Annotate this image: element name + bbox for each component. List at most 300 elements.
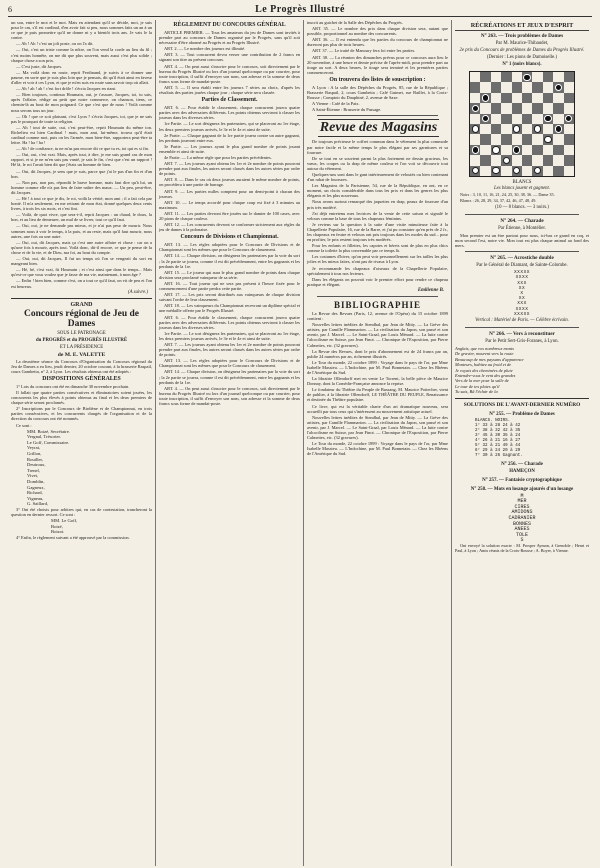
story-paragraph: — Oui, oui, dit Jacques, Il fut un temps où l'on se vengeait du sort en mangeant bien. — [11, 256, 152, 267]
board-dark-square — [480, 134, 490, 144]
story-paragraph: — C'est juste, dit Jacques. — [16, 63, 63, 69]
diamond-row: MER — [517, 498, 527, 505]
board-dark-square — [491, 124, 501, 134]
board-dark-square — [512, 103, 522, 113]
story-paragraph: — Hé ! à tout ce que je dis, le roi, voilà la vérité, mon ami ; il a fait cela par bonté. Il m'a seulement, en me retirant de mon état, donné quelques deux cents livres, à trois les six mois, et c'est fini. — [11, 196, 152, 212]
board-light-square — [522, 82, 532, 92]
board-light-square — [553, 134, 563, 144]
divider — [465, 214, 579, 215]
board-light-square — [532, 134, 542, 144]
list-item: Rouiller, — [27, 456, 44, 462]
verse-line: Beaucoup de mes paysans d'apparence — [455, 356, 524, 362]
article-paragraph: ART. 15. — Le joueur qui aura le plus grand nombre de points dans chaque division sera proclamé vainqueur de sa série. — [159, 269, 300, 280]
board-dark-square — [522, 72, 532, 82]
list-item: Le Goff, Commissaire. — [27, 439, 70, 445]
board-dark-square — [512, 82, 522, 92]
masthead — [8, 4, 592, 17]
column-4 — [452, 20, 592, 866]
board-dark-square — [553, 82, 563, 92]
article-paragraph: Nous avons surtout remarqué des jaquettes en drap, peaux de fourrure d'un prix très modéré. — [307, 199, 448, 210]
board-dark-square — [501, 134, 511, 144]
board-light-square — [480, 166, 490, 176]
white-piece — [534, 125, 541, 132]
article-paragraph: Les costumes d'hiver, qu'on peut voir personnellement sur les tailles les plus jolies et les mieux faites, n'ont pas de rivaux à Lyon. — [307, 254, 448, 265]
revue-title: Revue des Magasins — [319, 120, 438, 136]
board-light-square — [522, 145, 532, 155]
article-paragraph: Dans les élégants on pouvait voir le premier effort pour rendre ce chapeau pratique et élégant. — [307, 276, 448, 287]
article-paragraph: De toujours précieuse le coffret commun dans le vêtement la plus commode par notre facile et la même temps le plus élégant par ses garnitures et sa fourrure. — [307, 139, 448, 155]
story-paragraph: — Ah ! Ah ! c'est un joli poste, ou on l'a dit. — [16, 41, 94, 47]
article-paragraph: ART. 8. — Dans le cas où deux joueurs auraient le même nombre de points, on procédera à une partie de barrage. — [159, 177, 300, 188]
story-paragraph: — Ah ! tout de suite, oui, c'est peut-être, reprit Houmain du même ton. Richelieu est bien Cardinal ! mais, mon ami, lui-même, trouva qu'il était cardinal comme moi, puis on les l'armée, mon bien-être, rapportera peut-être ta lettre. Ha ! ha ! ha ! — [11, 124, 152, 146]
board-light-square — [470, 134, 480, 144]
white-piece — [513, 125, 520, 132]
board-light-square — [564, 145, 574, 155]
banner-subtitle: de M. E. VALETTE — [57, 351, 106, 358]
story-paragraph: — Hé, hé, c'est vrai, fit Houmain ; et c'est ainsi que dans le temps... Mais qu'est-ce que vous voulez que je fasse de ma vie, maintenant, à mon âge ? — [11, 267, 152, 278]
black-piece — [472, 105, 479, 112]
puzzle-text: Mon premier est un être partout pour nous, ici-bas ce grand en coq, et mon second l'est, notre vie. Mon tout est plus chaque animal au fond des mers. — [455, 232, 589, 248]
list-item: Vivet, — [27, 473, 39, 479]
board-dark-square — [491, 145, 501, 155]
columns — [8, 20, 592, 866]
board-light-square — [564, 166, 574, 176]
list-item: Gagneux, — [27, 484, 45, 490]
word-diamond — [455, 494, 589, 544]
article-paragraph: Quelques-uns sont dans le gant intérieurement de veloutés ou bien contenant d'un rabat de fourrures. — [307, 171, 448, 183]
puzzle-author: Par Étienne, à Montélier. — [498, 225, 546, 231]
article-paragraph: ART. 2. — Le nombre des joueurs est illimité. — [164, 46, 246, 52]
board-dark-square — [501, 93, 511, 103]
verse-line: Le tour de tes pluies qu'il — [455, 383, 500, 389]
contest-intro: La deuxième séance du Concours d'Organisation du Concours régional du Jeu de Dames a eu lieu, jeudi dernier, 20 octobre courant, à la brasserie Raspail, cours Gambetta, n° 2, à Lyon. Les résultats obtenus ont été adoptés : — [11, 358, 152, 374]
board-dark-square — [480, 93, 490, 103]
diamond-row: M — [520, 492, 524, 499]
board-light-square — [512, 114, 522, 124]
article-paragraph: De se tout en se souvient parmi la plus fortement ne dessin gracieux, les vœux, les coupes ou la drap de même couleur et l'on voit se découvrir tout autour du vêtement. — [307, 155, 448, 171]
article-paragraph: ART. 7. — Les joueurs ayant obtenu les 1er et 2e nombre de points pourront prendre part aux finales, les autres seront classés dans les autres séries par ordre de points. — [159, 161, 300, 177]
board-dark-square — [543, 155, 553, 165]
puzzle-title: N° 264. — Charade — [500, 217, 544, 224]
acrostic-row: XXX — [517, 280, 527, 286]
column-3 — [304, 20, 452, 866]
to-be-continued: (A suivre.) — [128, 289, 148, 295]
revue-banner — [307, 119, 448, 137]
story-paragraph: — Oui, oui, dit Jacques, mais ça c'est une autre affaire et chose : car on a qu'une fois à mourir, après tout. Voilà donc, dit-il encore, ce que je pense de la chose et de la vie, et de Dieu, ma foi, au bout du compte. — [11, 239, 152, 255]
board-light-square — [564, 82, 574, 92]
board-dark-square — [470, 145, 480, 155]
board-dark-square — [522, 93, 532, 103]
board-dark-square — [543, 72, 553, 82]
acrostic-grid — [455, 270, 589, 317]
article-paragraph: 2e Partie. — Chaque gagnant de la 1re partie jouera contre un autre gagnant, les perdants joueront entre eux. — [159, 132, 300, 143]
article-paragraph: Ce livre, qui est la véritable charte d'un art dramatique nouveau, sera accueilli par tous ceux qui s'intéressent au mouvement artistique actuel. — [307, 403, 448, 414]
diamond-row: CIRES — [514, 503, 530, 510]
article-paragraph: ART. 36. — Il est entendu que les parties du concours de championnat ne dureront pas plus de trois heures. — [307, 37, 448, 48]
board-dark-square — [553, 145, 563, 155]
verse-line: Je voyais des cheminées de pluie — [455, 367, 513, 373]
article-paragraph: ART. 38. — La réunion des dimanches prévus pour ce concours aura lieu le 20 novembre, à une heure et demie précise de l'après-midi, pour prendre part au tirage au sort. A deux heures, le tirage sera terminé et les premières parties commenceront. — [307, 54, 448, 75]
white-piece — [472, 167, 479, 174]
board-light-square — [480, 82, 490, 92]
acrostic-row: XX — [518, 296, 526, 302]
divider — [11, 298, 152, 299]
puzzle-note: (Dernier : Les pions de Damoiselle.) — [486, 55, 558, 60]
board-light-square — [543, 82, 553, 92]
diamond-row: BONNES — [512, 520, 531, 527]
board-light-square — [522, 124, 532, 134]
diamond-row: CADRANIER — [508, 514, 536, 521]
section-heading: Parties de Classement. — [201, 97, 258, 104]
board-dark-square — [501, 155, 511, 165]
story-paragraph: un sou, entre le mot et le mot. Mais en attendant qu'il se décide, moi, je suis pour le cas, s'il est cardinal, d'en avoir fait si peu, nous sommes faits un an à un ce que je puis promettre qu'il ne donne ni y a bientôt trois ans. Je vais le la contre. — [11, 20, 152, 41]
story-paragraph: — Oui, dit Jacques, je sens que je suis, parce que j'ai le pas d'un fin et d'un bon. — [11, 168, 152, 179]
list-item: Domblin, — [27, 478, 45, 484]
board-dark-square — [470, 124, 480, 134]
board-light-square — [501, 124, 511, 134]
column-2 — [156, 20, 304, 866]
article-paragraph: ART. 12. — Les concurrents devront se conformer strictement aux règles du jeu de dames à la polonaise. — [159, 222, 300, 233]
board-light-square — [543, 166, 553, 176]
puzzle-subtitle: 2e prix du Concours de problèmes de Dames du Progrès Illustré. — [459, 48, 585, 53]
board-light-square — [470, 155, 480, 165]
board-dark-square — [480, 155, 490, 165]
move-line: 1° 33 à 28 24 à 42 — [475, 423, 521, 428]
black-piece — [544, 115, 551, 122]
move-line: 7° 30 à 26 Gagnant. — [475, 453, 523, 458]
board-dark-square — [553, 124, 563, 134]
board-light-square — [491, 93, 501, 103]
article-paragraph: inscrit au guichet de la Salle des Dépêches du Progrès. — [307, 20, 403, 25]
board-dark-square — [480, 114, 490, 124]
solvers-note: Ont envoyé la solution exacte : M. Prosper Aymon, à Grenoble ; Henri et Paul, à Lyon ; Amis réunis de la Croix-Rousse ; A. Boyer, à Vienne. — [455, 542, 589, 553]
article-paragraph: ART. 6. — Pour établir le classement, chaque concurrent jouera quatre parties avec des adversaires différents. Les points obtenus serviront à classer les joueurs dans les diverses séries. — [159, 105, 300, 121]
list-item: Vigneau, — [27, 495, 44, 501]
article-paragraph: 3e Partie. — Les joueurs ayant le plus grand nombre de points jouant ensemble et ainsi de suite. — [159, 143, 300, 154]
move-line: 3° 45 à 30 35 à 24 — [475, 433, 521, 438]
board-light-square — [522, 103, 532, 113]
board-light-square — [501, 166, 511, 176]
board-light-square — [480, 124, 490, 134]
section-heading: Concours de Divisions et Championnat. — [180, 234, 279, 241]
article-paragraph: ART. 16. — Tout joueur qui ne sera pas présent à l'heure fixée pour le commencement d'une partie perdra cette partie. — [159, 280, 300, 292]
board-dark-square — [501, 114, 511, 124]
article-paragraph: ART. 18. — Les vainqueurs du Championnat recevront un diplôme spécial et une médaille offerte par le Progrès Illustré. — [159, 303, 300, 314]
article-paragraph: Nouvelles lettres inédites de Stendhal, par Jean de Mitty. — La Grève des artistes, par Camille Flammarion. — La civilisation du Japon, son passé et son avenir, par J. Marcel. — Le Saint-Graal, par Louis Ménard. — La lutte contre l'alcoolisme en Suisse, par Jean Finot. — Chronique de l'Exposition, par Pierre Calmettes, etc. (32 gravures). — [307, 322, 448, 348]
divider — [455, 398, 589, 399]
board-dark-square — [522, 114, 532, 124]
article-paragraph: Le Tour du monde, 22 octobre 1899 : Voyage dans le pays de l'or, par Mme Isabelle Massieu. — L'Indochine, par M. Paul Bonnetain. — Chez les Rhéens de l'Amérique du Sud. — [307, 359, 448, 375]
black-piece — [565, 115, 572, 122]
list-item: Trenel, — [27, 467, 40, 473]
acrostic-row: XXXX — [515, 275, 529, 281]
verse-line: De gravier, mourent vers la route — [455, 351, 514, 357]
board-caption: Les blancs jouent et gagnent. — [493, 186, 551, 191]
rule-paragraph: 2° Inscriptions par le Concours de Birdiène et de Championnat, en trois parties consécutives, et les concurrents chargés de l'organisation et de la direction du concours ont été nommés. — [11, 406, 152, 422]
section-heading: SOLUTIONS DE L'AVANT-DERNIER NUMÉRO — [463, 401, 581, 408]
article-paragraph: La Revue des Revues, dont le prix d'abonnement est de 24 francs par an, publie 24 numéros par an, richement illustrés. — [307, 348, 448, 359]
board-dark-square — [522, 134, 532, 144]
white-piece — [472, 125, 479, 132]
acrostic-row: XXX — [517, 301, 527, 307]
article-paragraph: 4e Partie. — La même règle que pour les parties précédentes. — [164, 154, 272, 160]
article-paragraph: A Vienne : Café de la Paix. — [312, 101, 360, 107]
rule-paragraph: Il fallait que quatre parties consécutives et éliminatoires soient jouées, les concurrents les plus élevés à points obtenus au final et les deux premiers de chaque série seront proclamés. — [11, 389, 152, 406]
board-dark-square — [491, 82, 501, 92]
puzzle-title: N° 255. — Problème de Dames — [489, 411, 555, 417]
solution-answer: HAMEÇON — [509, 468, 535, 474]
section-heading: On trouvera des listes de souscription : — [329, 76, 426, 83]
board-light-square — [501, 103, 511, 113]
story-paragraph: — Oh ! que ce soit plaisant, c'est Lyon ? s'écria Jacques, toi, que je ne sais pas le pourquoi de toute ta religion. — [11, 113, 152, 124]
story-paragraph: — Oui, c'est un triste comme la nôtre, on l'on vend la corde au lieu du fil ; c'est moins honnête, on me dit que plus souvent, mais aussi c'est plus solide ; chaque chose a son prix. — [11, 47, 152, 63]
diamond-row: S — [520, 537, 524, 544]
article-paragraph: ART. 4. — On peut aussi s'inscrire pour le concours, soit directement par le bureau du Progrès Illustré ou lors d'un journal quelconque ou par courrier, pour toute inscription, il suffit d'envoyer son nom, son adresse et la somme de deux francs sous forme de mandat-poste. — [159, 63, 300, 84]
verse-line: Vers de la mer pour la salle de — [455, 378, 509, 384]
board-dark-square — [491, 103, 501, 113]
acrostic-row: XXXX — [515, 306, 529, 312]
story-paragraph: — Bien toujours, continua Houmain, oui, je t'assure, Jacques, toi, tu sais, après l'affaire, rédige au petit que notre commerce, on chanson, tiens, ce chemin-là au bout de mon poignard. Ce que c'est que de nous ! Voilà comme nous serons tous un jour. — [11, 92, 152, 113]
list-item: MM. Le Goff, — [51, 518, 78, 524]
board-light-square — [553, 93, 563, 103]
board-light-square — [512, 134, 522, 144]
rule-paragraph: Ce sont : — [16, 422, 32, 428]
board-dark-square — [543, 114, 553, 124]
article-paragraph: J'ai déjà entretenu mes lectrices de la vente de cette saison et signalé le velours comme la base de tous les chapeaux féminins. — [307, 210, 448, 221]
rule-paragraph: 1° Lots du concours ont été en dimanche 30 novembre prochain. — [16, 383, 130, 389]
board-light-square — [532, 155, 542, 165]
board-light-square — [470, 72, 480, 82]
white-piece — [503, 157, 510, 164]
board-dark-square — [532, 166, 542, 176]
board-dark-square — [512, 124, 522, 134]
white-piece — [492, 167, 499, 174]
list-item: Vergnal, Trésorier. — [27, 434, 61, 440]
board-dark-square — [491, 166, 501, 176]
article-paragraph: Je recommande les chapeaux d'oiseaux de la Chapellerie Populaire, spécialement à tous nos lecteurs. — [307, 265, 448, 276]
board-light-square — [480, 103, 490, 113]
move-line: 2° 38 à 32 42 à 35 — [475, 428, 521, 433]
black-piece — [513, 146, 520, 153]
story-paragraph: — Oui, oui, c'est vrai. Mais, après tout, à dire, je me suis grand cas de mon rapport, et si je ne m'en suis pas vanté, je sais le fin, c'est que c'est un rapport ! Hé là, le roi l'avait bien dit que j'étais un homme de bien. — [11, 152, 152, 168]
section-heading: BIBLIOGRAPHIE — [333, 299, 422, 310]
page-number: 6 — [8, 5, 12, 14]
board-dark-square — [532, 82, 542, 92]
divider — [317, 296, 438, 297]
banner-small: GRAND — [70, 301, 93, 308]
banner-subtitle: SOUS LE PATRONAGE — [57, 330, 106, 336]
list-item: Veyrat, — [27, 445, 41, 451]
board-light-square — [512, 155, 522, 165]
story-paragraph: — Ma voilà donc en route, reprit Ferdinand, je suivis à ce donner une paume, en sorte que je suis plus loin que je pensais, dit qu'il était ainsi en faveur d'aller et voir à ces Lyon, et que je m'en suis en route sans savoir trop où allait. — [11, 69, 152, 86]
black-piece — [472, 146, 479, 153]
article-paragraph: ART. 35. — Le nombre des prix dans chaque division sera, autant que possible, proportionnel au nombre des concurrents. — [307, 26, 448, 37]
board-light-square — [512, 93, 522, 103]
article-paragraph: 1re Partie. — Le sort désignera les partenaires, qui se placeront au 1er étage, les deux premiers joueurs arrivés, le 3e et le 4e et ainsi de suite. — [159, 121, 300, 132]
list-item: Boizot. — [51, 529, 65, 535]
story-paragraph: — Non pas, non pas, répondit le brave homme, mais faut dire qu'à lui, un homme comme elle n'a pas lieu de faire naître des maux. — Un peu, peut-être, dit Jacques. — [11, 179, 152, 195]
board-dark-square — [470, 103, 480, 113]
board-light-square — [553, 72, 563, 82]
board-dark-square — [564, 72, 574, 82]
list-item: Richard, — [27, 490, 43, 496]
board-light-square — [470, 114, 480, 124]
article-paragraph: ART. 13. — Les règles adoptées pour le Concours de Divisions et de Championnat sont les mêmes que pour le Concours de classement. — [159, 358, 300, 369]
article-paragraph: ART. 3. — Tout concurrent devra verser une contribution de 2 francs en signant son titre au présent concours. — [159, 52, 300, 63]
author-signature: Emilienne B. — [417, 287, 444, 293]
puzzle-title: N° 266. — Vers à reconstituer — [489, 330, 555, 337]
article-paragraph: Le Tour du monde, 22 octobre 1899 : Voyage dans le pays de l'or, par Mme Isabelle Massieu. — L'Indochine, par M. Paul Bonnetain. — Chez les Rhéens de l'Amérique du Sud. — [307, 441, 448, 457]
article-paragraph: ART. 5. — Il sera établi entre les joueurs 7 séries au choix, d'après les résultats des parties jouées chaque jour ; chaque série sera classée. — [159, 84, 300, 96]
board-dark-square — [532, 145, 542, 155]
board-dark-square — [522, 155, 532, 165]
board-dark-square — [480, 72, 490, 82]
board-light-square — [564, 103, 574, 113]
move-line: 5° 32 à 21 49 à 44 — [475, 443, 521, 448]
commissioner-list — [27, 429, 152, 507]
acrostic-row: X — [520, 290, 524, 296]
list-item: MM. Boizé, Secrétaire. — [27, 428, 70, 434]
article-paragraph: Le fondateur du Théâtre du Peuple de Bussang, M. Maurice Pottecher, vient de publier, à la librairie Ollendorff, LE THÉÂTRE DU PEUPLE, Renaissance et destinée du Théâtre populaire. — [307, 387, 448, 403]
board-dark-square — [564, 134, 574, 144]
divider — [317, 115, 438, 116]
board-light-square — [491, 134, 501, 144]
list-item: Deutroux, — [27, 462, 46, 468]
article-paragraph: Les Magasins de la Parisienne, 54, rue de la République, en ont, en ce moment, un choix considérable dans tous les prix et dans les genres les plus élégants et les plus nouveaux. — [307, 183, 448, 199]
board-dark-square — [512, 145, 522, 155]
board-dark-square — [543, 134, 553, 144]
black-piece — [555, 125, 562, 132]
checkers-board — [469, 71, 575, 177]
article-paragraph: A Saint-Étienne : Brasserie du Passage. — [312, 107, 382, 113]
board-dark-square — [543, 93, 553, 103]
board-light-square — [491, 114, 501, 124]
board-label: BLANCS — [512, 180, 532, 185]
board-light-square — [491, 72, 501, 82]
board-dark-square — [553, 103, 563, 113]
story-paragraph: — Ah ! ah ! ah ! c'est fort drôle ! s'écria Jacques en riant. — [16, 86, 116, 92]
move-line: BLANCS. NOIRS. — [475, 418, 511, 423]
rule-paragraph: 4° Enfin, le règlement suivant a été approuvé par la commission. — [16, 534, 130, 540]
article-paragraph: ARTICLE PREMIER. — Tous les amateurs du jeu de Dames sont invités à prendre part au concours de Dames organisé par le Progrès, sans qu'il soit nécessaire d'être abonné au Progrès et au Progrès Illustré. — [159, 30, 300, 46]
puzzle-title: N° 265. — Acrostiche double — [490, 255, 554, 262]
board-light-square — [543, 103, 553, 113]
story-paragraph: — Ah ! de confiance, tu ne m'as pas encore dit ce que tu es, toi qui es si fin. — [16, 146, 149, 152]
board-dark-square — [564, 114, 574, 124]
solution-moves — [475, 419, 589, 459]
puzzle-title: N° 258. — Mots en losange ajourés d'un losange — [470, 486, 574, 492]
board-light-square — [553, 155, 563, 165]
verse-line: Monteurs, habitez au froid et de — [455, 362, 512, 368]
board-light-square — [501, 145, 511, 155]
article-paragraph: ART. 14. — Chaque division, on désignera les partenaires par la voie du sort ; la 2e partie se jouera, comme il est dit précédemment, entre les gagnants et les perdants de la 1re. — [159, 253, 300, 269]
puzzle-author: Par le Petit Sert-Gris-Foranes, à Lyon. — [485, 338, 559, 344]
puzzle-title: N° 263. — Trois problèmes de Dames — [480, 33, 564, 39]
black-piece — [482, 115, 489, 122]
article-paragraph: ART. 4. — On peut aussi s'inscrire pour le concours, soit directement par le bureau du Progrès Illustré ou lors d'un journal quelconque ou par courrier, pour toute inscription, il suffit d'envoyer son nom, son adresse et la somme de deux francs sous forme de mandat-poste. — [159, 385, 300, 406]
black-piece — [555, 84, 562, 91]
board-light-square — [480, 145, 490, 155]
board-dark-square — [564, 155, 574, 165]
section-heading: DISPOSITIONS GÉNÉRALES — [42, 375, 121, 382]
board-dark-square — [553, 166, 563, 176]
list-item: Grillon, — [27, 451, 42, 456]
banner-subtitle: ET LA PRÉSIDENCE — [59, 344, 104, 350]
verse-line: Tu sais, Bâ l'éclair de la — [455, 389, 498, 395]
acrostic-row: XX — [518, 285, 526, 291]
move-line: 4° 26 à 21 16 à 27 — [475, 438, 521, 443]
article-paragraph: ART. 11. — Les parties devront être jouées sur le damier de 100 cases, avec 20 pions de chaque couleur. — [159, 210, 300, 221]
board-position: Noirs : 3, 10, 11, 16, 21, 24, 25, 30, 38, 36. — Dame 35. — [460, 192, 555, 197]
board-light-square — [501, 82, 511, 92]
white-piece — [534, 167, 541, 174]
board-light-square — [532, 114, 542, 124]
article-paragraph: A Lyon : A la salle des Dépêches du Progrès, 85, rue de la République ; Brasserie Raspail, 2, cours Gambetta ; Café Guimet, rue Baillet, à la Croix-Rousse ; Comptoir du Dauphiné, 2, avenue de Saxe. — [307, 84, 448, 101]
article-paragraph: La Revue des Revues (Paris, 12, avenue de l'Opéra) du 15 octobre 1899 contient : — [307, 310, 448, 322]
story-paragraph: — Oui, oui, je ne demande pas mieux, et je n'ai pas peur de mourir. Nous sommes nous à voir le temps, à la paix, et au reste, mais qu'il faut mourir, nous autres, une fois ou une autre. — [11, 223, 152, 239]
verse-line: Entendre-vous le vent des grandes — [455, 372, 516, 378]
diamond-row: AMIDONS — [511, 509, 533, 516]
board-light-square — [532, 93, 542, 103]
board-light-square — [470, 93, 480, 103]
black-piece — [523, 74, 530, 81]
section-heading: RÉCRÉATIONS ET JEUX D'ESPRIT — [455, 22, 589, 31]
rule-paragraph: 3° Ont été choisis pour arbitres qui, en cas de contestation, trancheront la question en dernier ressort. Ce sont : — [11, 506, 152, 518]
article-paragraph: ART. 9. — Les parties nulles comptent pour un demi-point à chacun des joueurs. — [159, 188, 300, 199]
board-position-count: (10 — 8 blancs. — 3 noirs.) — [495, 204, 549, 210]
board-dark-square — [564, 93, 574, 103]
board-light-square — [564, 124, 574, 134]
puzzle-label: N° 1 (noirs blancs). — [502, 62, 542, 67]
section-heading: RÈGLEMENT DU CONCOURS GÉNÉRAL — [173, 22, 286, 28]
verse-line: Anglais, que vos nombreux monts — [455, 345, 514, 351]
verse-lines — [455, 346, 589, 395]
white-piece — [544, 136, 551, 143]
article-paragraph: ART. 37. — Le traité de Manoury fera foi entre les parties. — [312, 48, 416, 54]
puzzle-author: Par le Général de Diamant, de Sainte-Colombe. — [476, 263, 568, 269]
contest-banner-title: Concours régional de Jeu de Dames — [23, 308, 140, 330]
board-light-square — [553, 114, 563, 124]
article-paragraph: ART. 14. — Chaque division, on désignera les partenaires par la voie du sort ; la 2e partie se jouera, comme il est dit précédemment, entre les gagnants et les perdants de la 1re. — [159, 369, 300, 385]
board-dark-square — [532, 103, 542, 113]
list-item: G. Saillard, — [27, 501, 49, 507]
arbiter-list — [51, 518, 152, 535]
white-piece — [513, 167, 520, 174]
story-paragraph: — Voilà, de quoi vivre, que sera-t-il, reprit Jacques : un chaud, le doux, la bon, et au lieu de demeurer, un mal de se livrer, tout ce qu'il faut. — [11, 212, 152, 223]
article-paragraph: ART. 10. — Le temps accordé pour chaque coup est fixé à 3 minutes au maximum. — [159, 199, 300, 210]
diamond-row: ANEES — [514, 526, 530, 533]
board-position: Blancs : 26, 28, 29, 34, 37, 42, 46, 47, 48, 49. — [460, 197, 537, 203]
column-1 — [8, 20, 156, 866]
acrostic-row: XXXXX — [513, 270, 530, 276]
article-paragraph: ART. 17. — Les prix seront distribués aux vainqueurs de chaque division suivant l'ordre de leur classement. — [159, 292, 300, 303]
move-line: 6° 29 à 24 20 à 29 — [475, 448, 521, 453]
board-light-square — [512, 72, 522, 82]
board-dark-square — [532, 124, 542, 134]
board-dark-square — [512, 166, 522, 176]
acrostic-row: XXXXX — [513, 311, 530, 317]
banner-subtitle: du PROGRÈS et du PROGRÈS ILLUSTRÉ — [35, 337, 128, 343]
board-light-square — [491, 155, 501, 165]
article-paragraph: ART. 6. — Pour établir le classement, chaque concurrent jouera quatre parties avec des adversaires différents. Les points obtenus serviront à classer les joueurs dans les diverses séries. — [159, 314, 300, 330]
article-paragraph: Nouvelles lettres inédites de Stendhal, par Jean de Mitty. — La Grève des artistes, par Camille Flammarion. — La civilisation du Japon, son passé et son avenir, par J. Marcel. — Le Saint-Graal, par Louis Ménard. — La lutte contre l'alcoolisme en Suisse, par Jean Finot. — Chronique de l'Exposition, par Pierre Calmettes, etc. (32 gravures). — [307, 414, 448, 441]
black-piece — [482, 94, 489, 101]
board-light-square — [543, 145, 553, 155]
article-paragraph: La librairie Ollendorff met en vente Le Torrent, la belle pièce de Maurice Donnay, dont la Comédie-Française annonce la reprise. — [307, 376, 448, 387]
article-paragraph: ART. 7. — Les joueurs ayant obtenu les 1er et 2e nombre de points pourront prendre part aux finales, les autres seront classés dans les autres séries par ordre de points. — [159, 341, 300, 358]
article-paragraph: 1re Partie. — Le sort désignera les partenaires, qui se placeront au 1er étage, les deux premiers joueurs arrivés, le 3e et le 4e et ainsi de suite. — [159, 330, 300, 341]
board-light-square — [532, 72, 542, 82]
